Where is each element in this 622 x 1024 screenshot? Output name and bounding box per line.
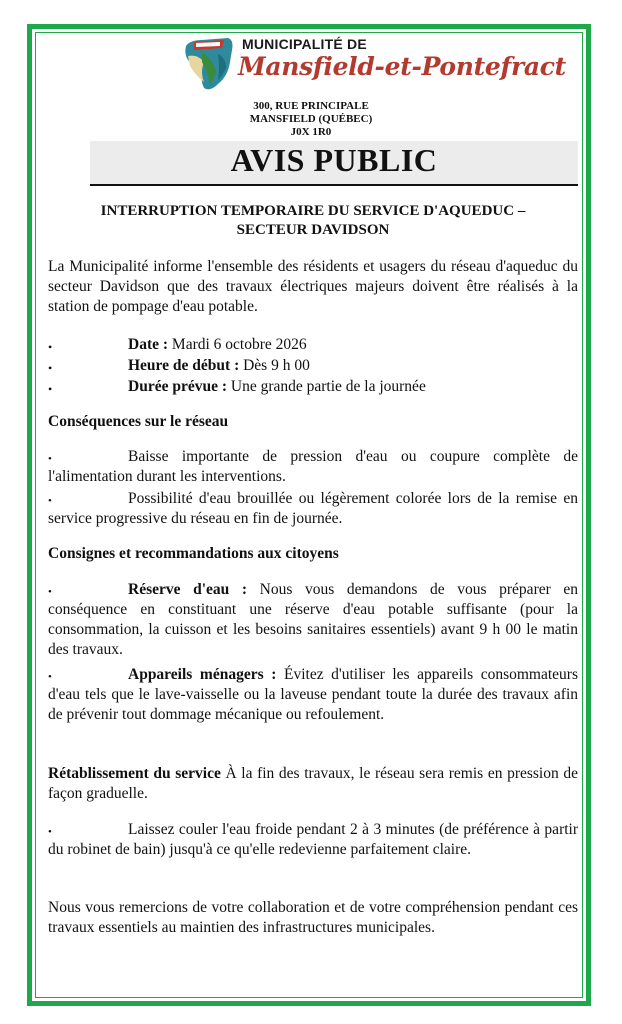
bullet-dot-icon: • (48, 340, 53, 354)
address-line: J0X 1R0 (290, 126, 332, 138)
bullet-dot-icon: • (48, 382, 53, 396)
consigne-label: Réserve d'eau : (128, 581, 248, 598)
address-line: 300, RUE PRINCIPALE (253, 100, 369, 112)
section-title-consequences: Conséquences sur le réseau (48, 413, 229, 430)
headline-line: INTERRUPTION TEMPORAIRE DU SERVICE D'AQUEDUC – (100, 203, 526, 219)
detail-duration (128, 377, 426, 397)
detail-start (128, 356, 310, 376)
logo-script-text: Mansfield-et-Pontefract (238, 52, 566, 81)
consigne-item: • Appareils ménagers : Évitez d'utiliser les appareils consommateurs d'eau tels que le lave-vaisselle ou la laveuse pendant toute la durée des travaux afin de prévenir tout dommage mécanique ou refoulement. (48, 666, 578, 723)
page-title: AVIS PUBLIC (230, 142, 438, 178)
retablissement-label: Rétablissement du service (48, 765, 221, 782)
detail-value: Une grande partie de la journée (230, 378, 426, 395)
retablissement-item: • Laissez couler l'eau froide pendant 2 à 3 minutes (de préférence à partir du robinet de bain) jusqu'à ce qu'elle redevienne parfaitement claire. (48, 821, 578, 858)
notice-headline (48, 202, 578, 240)
detail-label: Date : (128, 336, 169, 353)
bullet-dot-icon: • (48, 495, 52, 507)
intro-paragraph: La Municipalité informe l'ensemble des résidents et usagers du réseau d'aqueduc du secteur Davidson que des travaux électriques majeurs doivent être réalisés à la station de pompage d'eau potable. (48, 258, 578, 315)
detail-value: Dès 9 h 00 (243, 357, 310, 374)
detail-value: Mardi 6 octobre 2026 (171, 336, 307, 353)
section-title-consignes: Consignes et recommandations aux citoyens (48, 545, 339, 562)
detail-date (128, 335, 307, 355)
bullet-dot-icon: • (48, 453, 52, 465)
detail-label: Heure de début : (128, 357, 240, 374)
address-block (0, 100, 622, 139)
municipal-logo (180, 32, 566, 96)
consigne-item: • Réserve d'eau : Nous vous demandons de vous préparer en conséquence en constituant une réserve d'eau potable suffisante (pour la consommation, la cuisson et les besoins sanitaires essentiels) avant 9 h 00 le matin des travaux. (48, 581, 578, 658)
municipal-logo-icon (180, 32, 236, 94)
bullet-dot-icon: • (48, 361, 53, 375)
headline-line: SECTEUR DAVIDSON (236, 222, 390, 238)
retablissement-paragraph: Rétablissement du service À la fin des travaux, le réseau sera remis en pression de façon graduelle. (48, 765, 578, 802)
title-banner (90, 141, 578, 186)
closing-paragraph: Nous vous remercions de votre collaboration et de votre compréhension pendant ces travaux essentiels au maintien des infrastructures municipales. (48, 899, 578, 936)
bullet-dot-icon: • (48, 671, 52, 683)
consequence-item: • Baisse importante de pression d'eau ou coupure complète de l'alimentation durant les interventions. (48, 448, 578, 485)
logo-top-text: MUNICIPALITÉ DE (242, 36, 367, 52)
detail-label: Durée prévue : (128, 378, 227, 395)
consigne-label: Appareils ménagers : (128, 666, 277, 683)
address-line: MANSFIELD (QUÉBEC) (249, 113, 373, 125)
bullet-dot-icon: • (48, 586, 52, 598)
consequence-item: • Possibilité d'eau brouillée ou légèrement colorée lors de la remise en service progressive du réseau en fin de journée. (48, 490, 578, 527)
bullet-dot-icon: • (48, 826, 52, 838)
